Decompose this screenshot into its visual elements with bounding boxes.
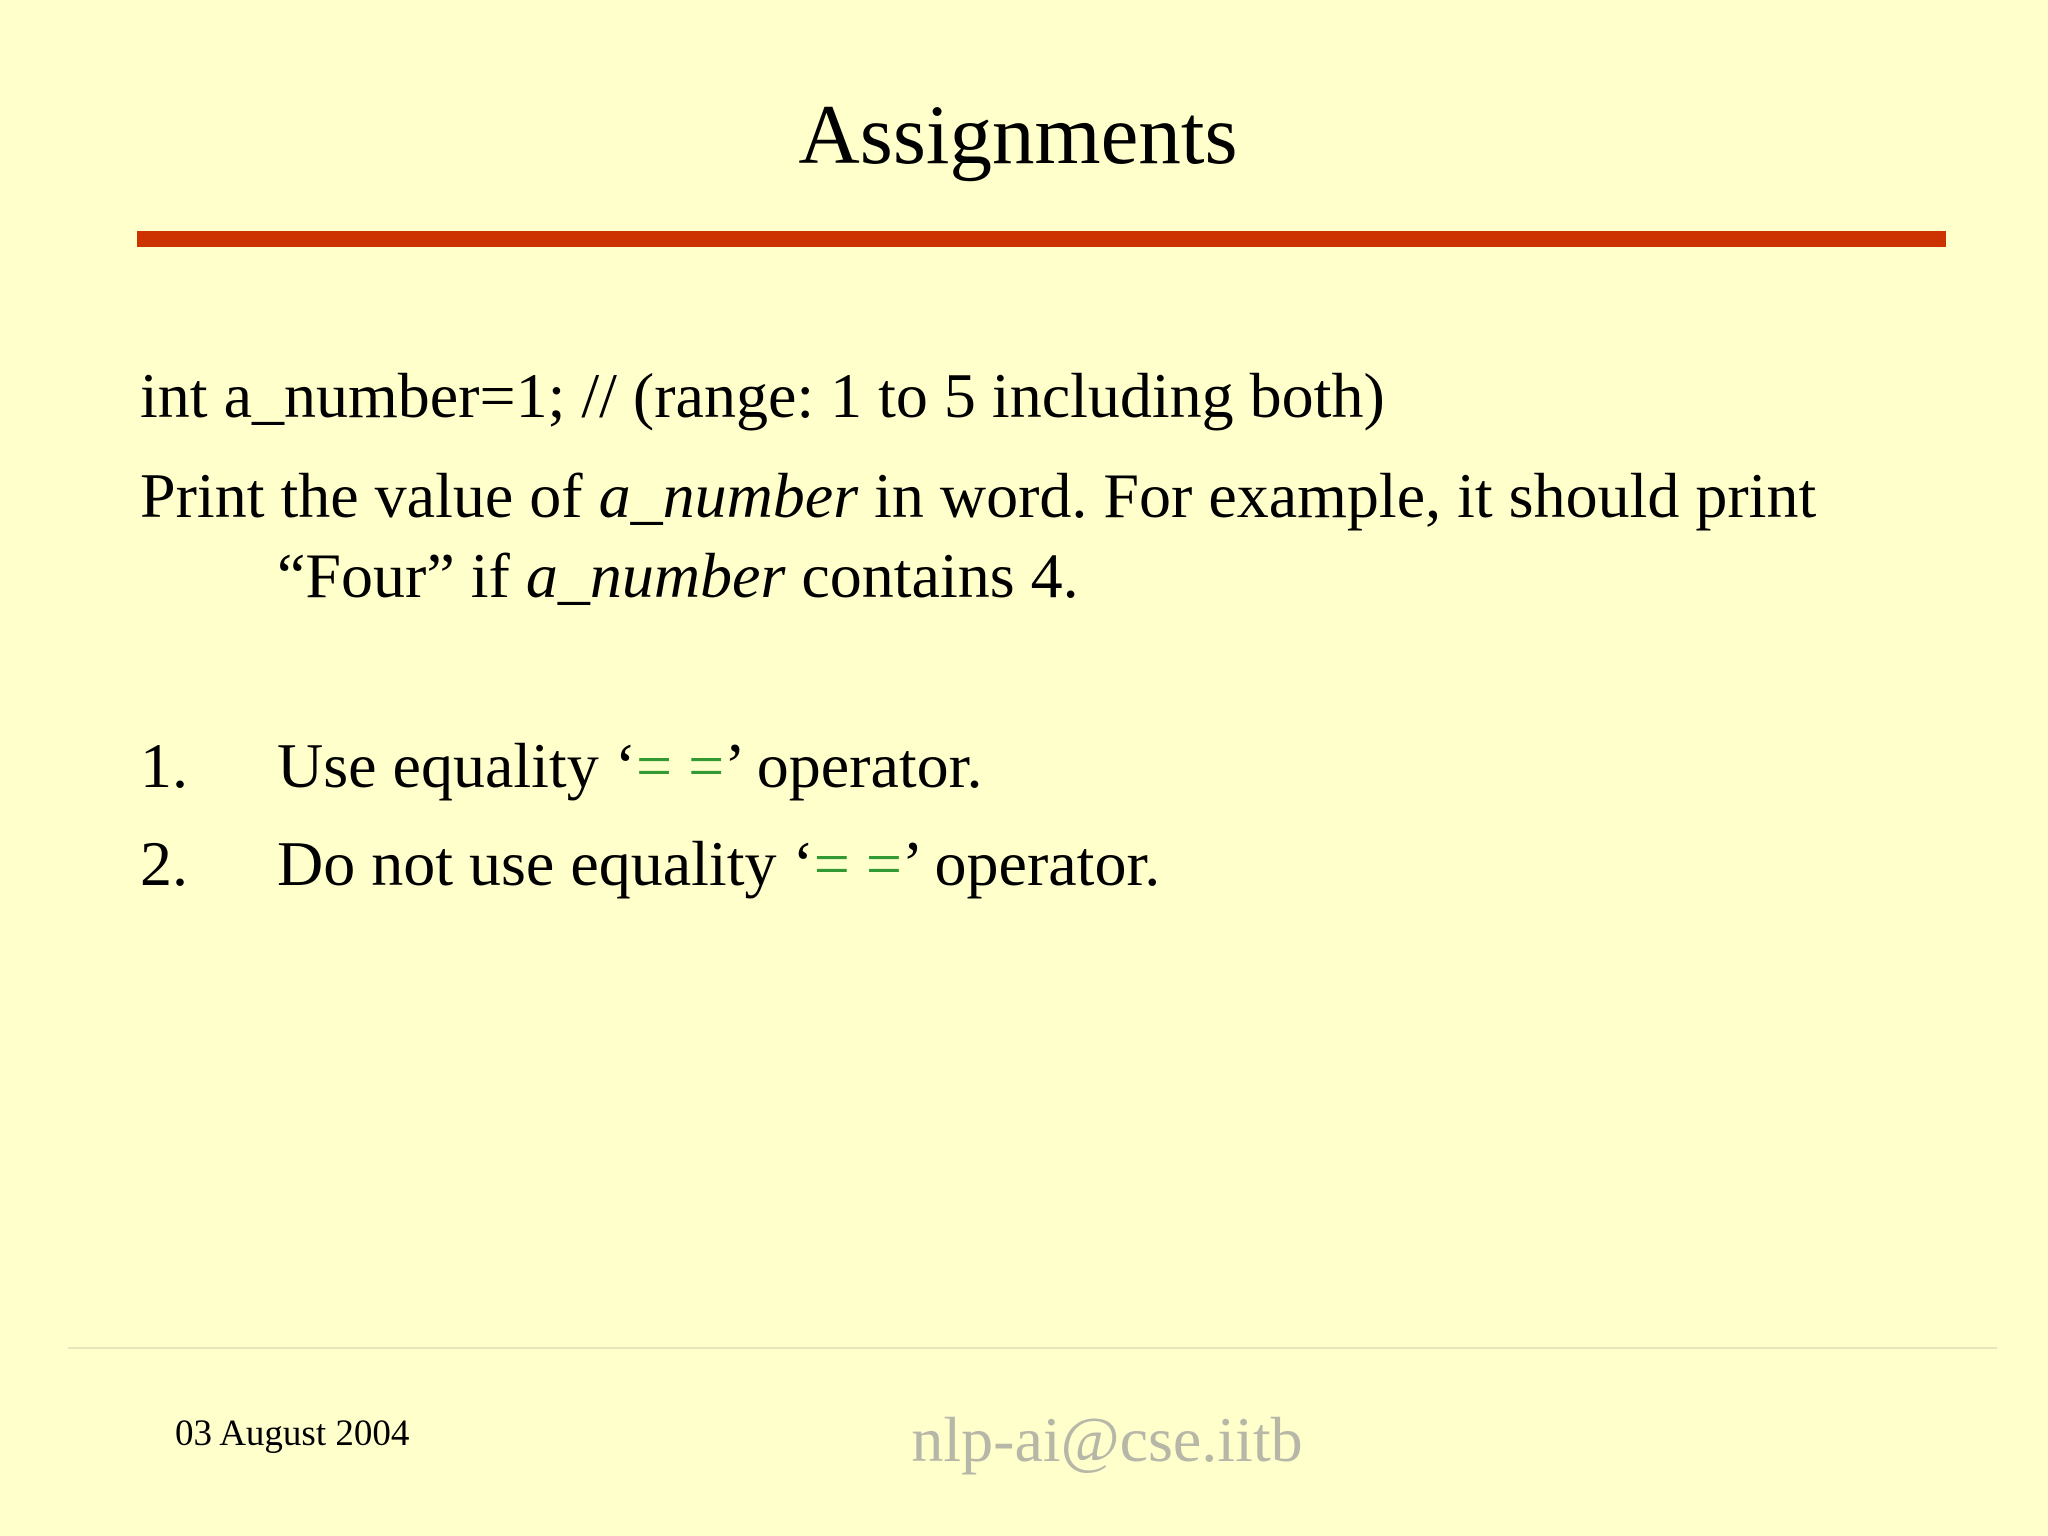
- list-text-before: Do not use equality ‘: [277, 828, 814, 899]
- equality-operator: = =: [636, 730, 725, 801]
- instruction-text-1: Print the value of: [140, 460, 599, 531]
- list-item: [140, 726, 1940, 806]
- code-line: int a_number=1; // (range: 1 to 5 including both): [140, 360, 1385, 431]
- list-number: 1.: [140, 730, 188, 801]
- list-number: 2.: [140, 828, 188, 899]
- list-text-after: ’ operator.: [724, 730, 983, 801]
- variable-name: a_number: [598, 460, 859, 531]
- slide-body: [140, 356, 1940, 904]
- footer-affiliation: nlp-ai@cse.iitb: [911, 1404, 1303, 1475]
- numbered-list: [140, 726, 1940, 904]
- variable-name: a_number: [525, 540, 786, 611]
- spacer: [140, 616, 1940, 726]
- list-item: [140, 824, 1940, 904]
- title-divider: [137, 231, 1946, 247]
- instruction-text-3: contains 4.: [785, 540, 1079, 611]
- footer-divider: [68, 1347, 1997, 1349]
- instruction-paragraph: [140, 456, 1940, 616]
- slide-title: Assignments: [798, 88, 1238, 182]
- list-text-before: Use equality ‘: [277, 730, 636, 801]
- list-text-after: ’ operator.: [901, 828, 1161, 899]
- footer-date: 03 August 2004: [175, 1413, 410, 1454]
- equality-operator: = =: [813, 828, 902, 899]
- instruction-text-2: in word. For example, it should print “Four” if: [277, 460, 1817, 611]
